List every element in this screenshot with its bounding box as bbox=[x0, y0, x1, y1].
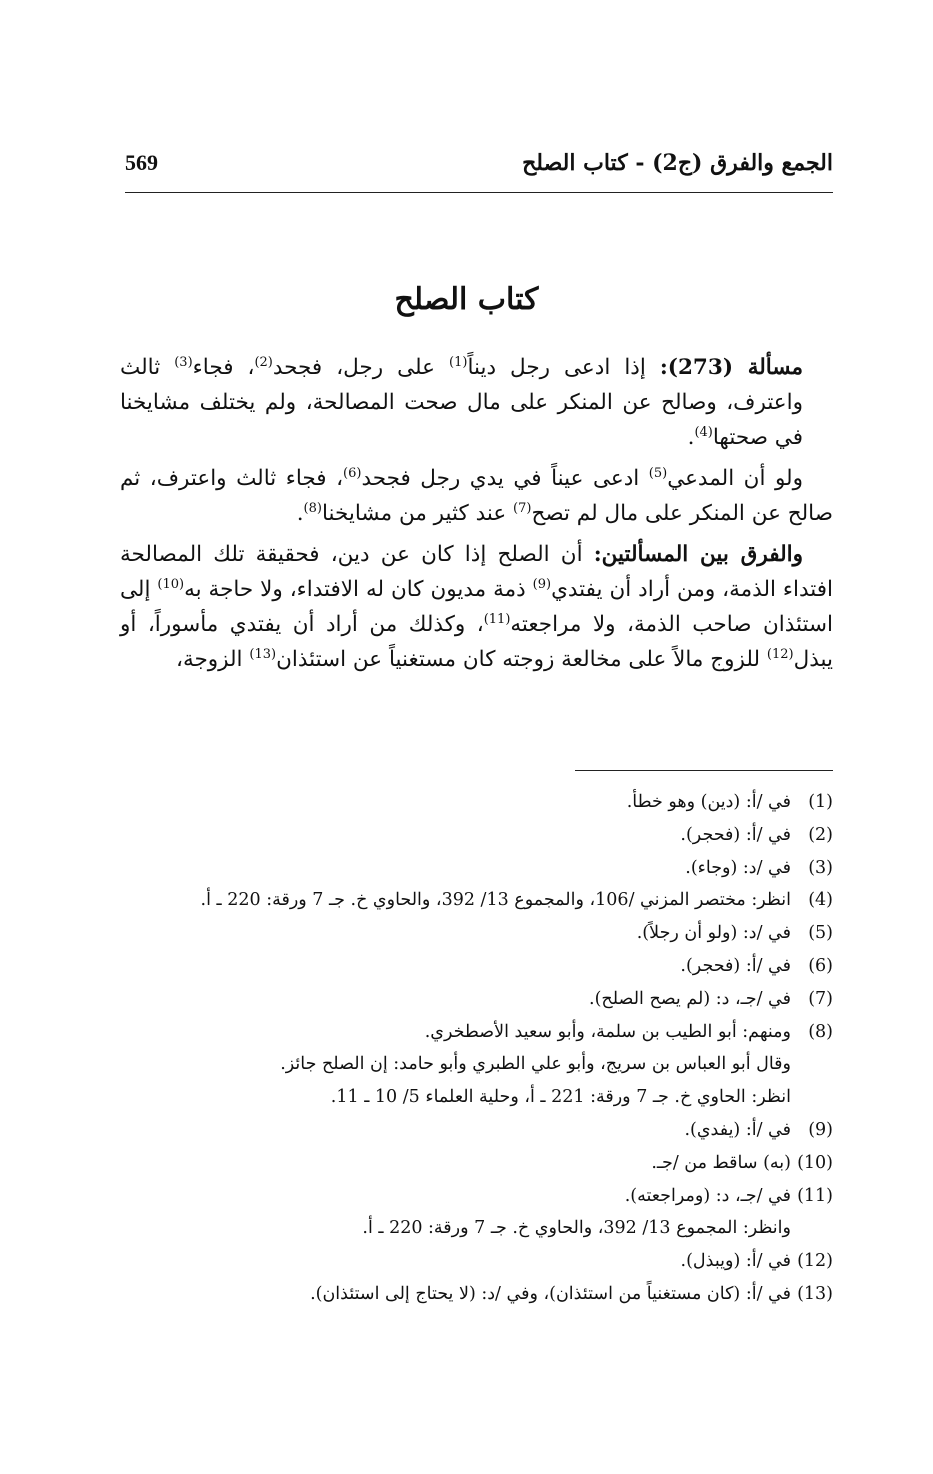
text-run: الزوجة، bbox=[176, 647, 250, 672]
text-run: ثالث واعترف، وصالح عن المنكر على مال صحت المصالحة، ولم يختلف مشايخنا في صحتها bbox=[120, 355, 803, 450]
text-run: ، فجاء bbox=[192, 355, 255, 380]
chapter-title: كتاب الصلح bbox=[394, 282, 539, 317]
text-run: أن الصلح إذا كان عن دين، فحقيقة تلك المصالحة افتداء الذمة، ومن أراد أن يفتدي bbox=[120, 542, 834, 602]
text-run: إلى استئذان صاحب الذمة، ولا مراجعته bbox=[120, 577, 833, 637]
footnote-divider bbox=[575, 770, 833, 771]
footnote-item bbox=[118, 819, 833, 852]
text-run: ذمة مديون كان له الافتداء، ولا حاجة به bbox=[184, 577, 533, 602]
footnote-ref[interactable]: (8) bbox=[303, 500, 322, 516]
footnote-number: (12) bbox=[797, 1251, 833, 1272]
footnote-number: (7) bbox=[808, 988, 833, 1009]
footnote-number: (4) bbox=[808, 890, 833, 911]
header-title: الجمع والفرق (ج2) - كتاب الصلح bbox=[522, 150, 833, 176]
footnote-ref[interactable]: (10) bbox=[157, 576, 185, 592]
text-run: ولو أن المدعي bbox=[667, 466, 803, 491]
footnote-ref[interactable]: (9) bbox=[532, 576, 552, 592]
footnote-item bbox=[118, 1016, 833, 1049]
footnote-ref[interactable]: (2) bbox=[254, 354, 273, 370]
footnote-item bbox=[118, 884, 833, 917]
footnote-ref[interactable]: (5) bbox=[648, 465, 668, 481]
text-run: إذا ادعى رجل ديناً bbox=[467, 355, 660, 380]
text-run: ادعى عيناً في يدي رجل فجحد bbox=[361, 466, 649, 491]
footnote-text: في /أ: (دين) وهو خطأ. bbox=[626, 792, 791, 812]
footnote-item bbox=[118, 1245, 833, 1278]
footnote-item bbox=[118, 983, 833, 1016]
text-run: . bbox=[687, 425, 695, 450]
footnote-number: (13) bbox=[797, 1283, 833, 1304]
footnote-text: في /د: (وجاء). bbox=[685, 857, 791, 878]
footnote-number: (9) bbox=[808, 1119, 833, 1140]
footnote-ref[interactable]: (4) bbox=[694, 424, 713, 440]
footnote-number: (2) bbox=[808, 824, 833, 845]
footnote-item bbox=[118, 852, 833, 885]
text-run: . bbox=[296, 501, 304, 526]
footnote-number: (10) bbox=[797, 1152, 833, 1173]
footnote-item bbox=[118, 950, 833, 983]
footnote-item bbox=[118, 917, 833, 950]
footnote-text: في /جـ، د: (ومراجعته). bbox=[624, 1185, 791, 1206]
footnote-number: (5) bbox=[808, 923, 833, 944]
footnote-continuation: وقال أبو العباس بن سريج، وأبو علي الطبري وأبو حامد: إن الصلح جائز. bbox=[280, 1054, 791, 1075]
footnote-text: في /أ: (يفدي). bbox=[684, 1119, 791, 1140]
footnote-ref[interactable]: (7) bbox=[513, 500, 532, 516]
text-run: على رجل، فجحد bbox=[272, 355, 449, 380]
page-number: 569 bbox=[125, 150, 158, 175]
footnote-number: (8) bbox=[808, 1021, 833, 1042]
difference-label: والفرق بين المسألتين: bbox=[593, 542, 804, 567]
footnote-ref[interactable]: (6) bbox=[343, 465, 362, 481]
footnote-item bbox=[118, 786, 833, 819]
footnote-text: ومنهم: أبو الطيب بن سلمة، وأبو سعيد الأصطخري. bbox=[424, 1021, 791, 1042]
footnote-text: انظر: مختصر المزني /106، والمجموع 13/ 392، والحاوي خ. جـ 7 ورقة: 220 ـ أ. bbox=[200, 890, 791, 911]
footnote-continuation: وانظر: المجموع 13/ 392، والحاوي خ. جـ 7 ورقة: 220 ـ أ. bbox=[362, 1218, 791, 1239]
footnote-text: في /أ: (كان مستغنياً من استئذان)، وفي /د: (لا يحتاج إلى استئذان). bbox=[310, 1283, 791, 1304]
text-run: ، فجاء ثالث واعترف، ثم صالح عن المنكر على مال لم تصح bbox=[120, 466, 833, 526]
footnote-number: (3) bbox=[808, 857, 833, 878]
footnote-text: في /أ: (فحجر). bbox=[680, 824, 791, 845]
footnote-ref[interactable]: (13) bbox=[249, 646, 277, 662]
masala-label: مسألة (273): bbox=[659, 355, 804, 380]
footnote-item bbox=[118, 1114, 833, 1147]
footnote-item bbox=[118, 1180, 833, 1213]
second-paragraph bbox=[120, 461, 833, 531]
footnote-ref[interactable]: (3) bbox=[174, 354, 193, 370]
footnote-number: (6) bbox=[808, 955, 833, 976]
difference-paragraph bbox=[120, 537, 833, 677]
footnote-item bbox=[118, 1147, 833, 1180]
footnote-text: في /د: (ولو أن رجلاً). bbox=[636, 923, 791, 944]
text-run: ، وكذلك من أراد أن يفتدي مأسوراً، أو يبذل bbox=[120, 612, 833, 672]
footnotes bbox=[118, 786, 833, 1311]
footnote-ref[interactable]: (1) bbox=[449, 354, 468, 370]
main-text bbox=[120, 350, 833, 683]
footnote-text: في /أ: (فحجر). bbox=[680, 955, 791, 976]
masala-paragraph bbox=[120, 350, 833, 455]
footnote-item bbox=[118, 1278, 833, 1311]
footnote-continuation: انظر: الحاوي خ. جـ 7 ورقة: 221 ـ أ، وحلية العلماء 5/ 10 ـ 11. bbox=[330, 1087, 791, 1108]
footnote-number: (11) bbox=[797, 1185, 833, 1206]
footnote-text: (به) ساقط من /جـ. bbox=[651, 1152, 791, 1173]
footnote-text: في /أ: (ويبذل). bbox=[680, 1251, 791, 1272]
running-header bbox=[125, 148, 833, 193]
text-run: للزوج مالاً على مخالعة زوجته كان مستغنياً عن استئذان bbox=[276, 647, 767, 672]
footnote-text: في /جـ، د: (لم يصح الصلح). bbox=[589, 988, 791, 1009]
text-run: عند كثير من مشايخنا bbox=[321, 501, 514, 526]
footnote-ref[interactable]: (12) bbox=[766, 646, 794, 662]
footnote-number: (1) bbox=[808, 792, 833, 812]
footnote-ref[interactable]: (11) bbox=[483, 611, 511, 627]
